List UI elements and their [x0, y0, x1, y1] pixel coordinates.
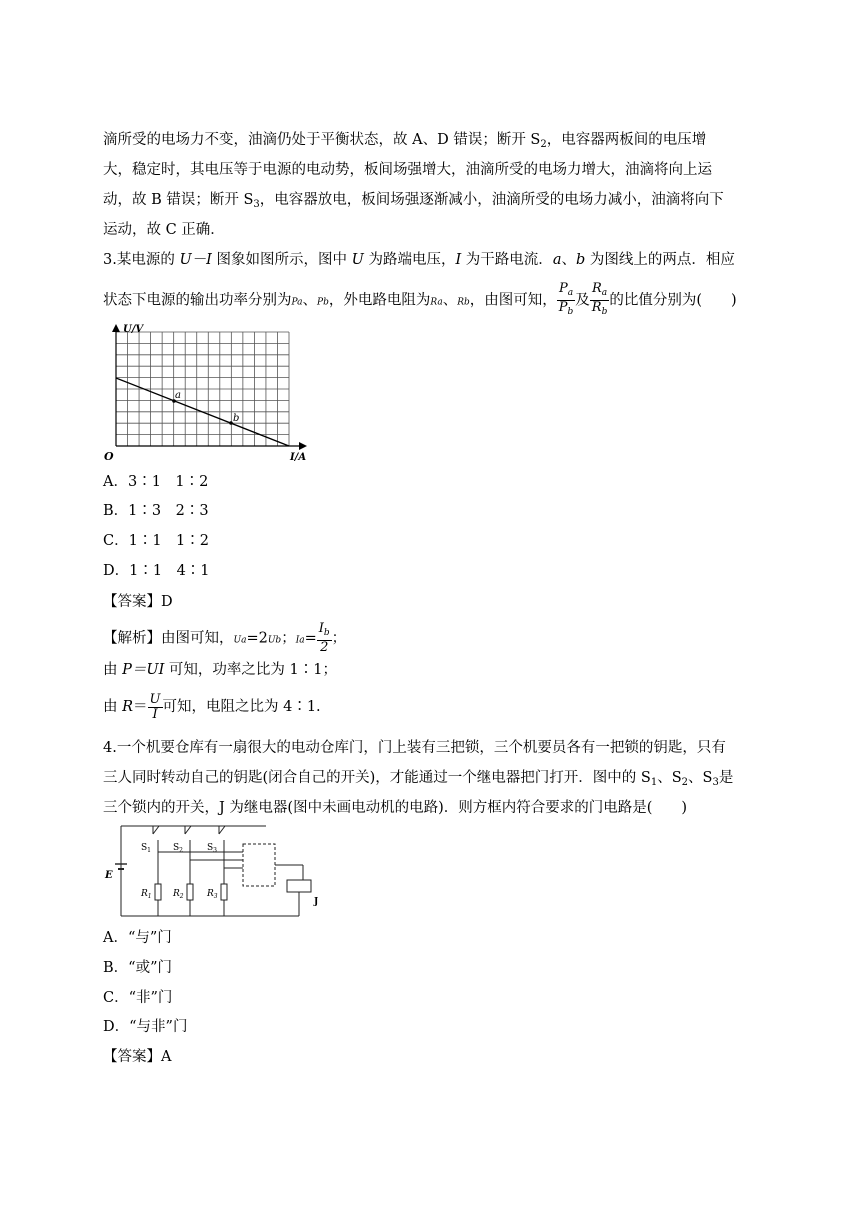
q3-stem-line-2 [103, 282, 737, 320]
r3-label: $R_3$ [207, 889, 218, 900]
text: 图象如图所示，图中 [211, 252, 352, 268]
formula: U－I [179, 252, 212, 268]
q4-stem-line-3: 三个锁内的开关，J 为继电器(图中未画电动机的电路)．则方框内符合要求的门电路是( ) [103, 800, 688, 816]
text: 是 [718, 770, 734, 786]
text: = [304, 630, 317, 647]
formula: P＝UI [122, 662, 165, 678]
text: 为路端电压， [363, 252, 456, 268]
point-a-label: a [175, 390, 181, 401]
q3-analysis-line-1 [103, 622, 346, 656]
answer-label: 【答案】 [103, 594, 161, 610]
symbol: Rb [457, 297, 470, 308]
text: 的比值分别为( ) [609, 292, 737, 309]
s3-label: $S_3$ [207, 843, 217, 854]
text: 、 [442, 292, 458, 309]
q3-option-c: C．1∶1 1∶2 [103, 533, 209, 549]
symbol: a [552, 252, 562, 268]
symbol: Ub [267, 635, 282, 646]
symbol: Pb [317, 297, 329, 308]
q4-option-c: C．“非”门 [103, 990, 173, 1006]
y-axis-arrow [112, 324, 120, 332]
text: 动，故 B 错误；断开 S [103, 192, 254, 208]
resistor-r3 [221, 884, 227, 900]
q3-analysis-line-2 [103, 660, 337, 680]
s1-label: $S_1$ [141, 843, 151, 854]
text: ； [281, 630, 296, 647]
origin-label: O [104, 450, 114, 462]
text: ，电容器两板间的电压增 [546, 132, 707, 148]
x-axis-arrow [299, 442, 307, 450]
fraction-pa-pb: $\frac{P_a}{P_b}$ [558, 281, 574, 317]
switch-s1 [153, 826, 159, 834]
text: 3.某电源的 [103, 252, 180, 268]
q3-option-d: D．1∶1 4∶1 [103, 563, 210, 579]
q3-option-a: A．3∶1 1∶2 [103, 474, 209, 490]
x-axis-label: I/A [290, 452, 307, 462]
y-axis-label: U/V [123, 324, 144, 335]
fraction-ib-2: $\frac{I_b}{2}$ [318, 621, 330, 655]
gate-box [243, 844, 275, 886]
resistor-r2 [187, 884, 193, 900]
symbol: I [455, 252, 462, 268]
explanation-line-2: 大，稳定时，其电压等于电源的电动势，板间场强增大，油滴所受的电场力增大，油滴将向上运 [103, 162, 712, 178]
symbol: Ua [233, 635, 247, 646]
r2-label: $R_2$ [173, 889, 184, 900]
text: ； [331, 630, 347, 647]
symbol: U [351, 252, 364, 268]
text: 、S [657, 770, 682, 786]
q3-stem-line-1 [103, 250, 735, 270]
q3-analysis-line-3 [103, 690, 321, 724]
r1-label: $R_1$ [141, 889, 152, 900]
q4-option-b: B．“或”门 [103, 960, 172, 976]
battery-label: E [105, 870, 113, 881]
fraction-ra-rb: $\frac{R_a}{R_b}$ [591, 281, 608, 317]
relay-circuit [103, 820, 328, 920]
text: 、S [688, 770, 713, 786]
answer-value: A [161, 1049, 172, 1065]
text: ，外电路电阻为 [328, 292, 431, 309]
text: 为干路电流． [461, 252, 553, 268]
analysis-label: 【解析】 [103, 630, 161, 647]
q4-stem-line-1: 4.一个机要仓库有一扇很大的电动仓库门，门上装有三把锁，三个机要员各有一把锁的钥匙，只有 [103, 740, 726, 756]
text: 可知，功率之比为 1∶1； [164, 662, 337, 678]
text: 、 [561, 252, 576, 268]
answer-label: 【答案】 [103, 1049, 161, 1065]
text: 、 [302, 292, 318, 309]
symbol: Ra [430, 297, 443, 308]
q4-stem-line-2 [103, 768, 733, 793]
q4-option-a: A．“与”门 [103, 930, 172, 946]
point-b-label: b [233, 413, 240, 424]
text: 可知，电阻之比为 4∶1. [162, 699, 321, 715]
q3-answer [103, 592, 173, 612]
subscript: 3 [253, 199, 260, 210]
q4-answer [103, 1047, 171, 1067]
text: 由图可知， [161, 630, 234, 647]
subscript: 1 [650, 777, 658, 788]
symbol: R [122, 699, 134, 715]
relay-label: J [314, 897, 319, 907]
q4-option-d: D．“与非”门 [103, 1019, 188, 1035]
subscript: 2 [540, 139, 547, 150]
text: 及 [575, 292, 590, 309]
explanation-line-4: 运动，故 C 正确． [103, 222, 225, 238]
text: ，由图可知， [469, 292, 557, 309]
text: 滴所受的电场力不变，油滴仍处于平衡状态，故 A、D 错误；断开 S [103, 132, 541, 148]
symbol: Ia [295, 635, 305, 646]
explanation-line-1 [103, 130, 706, 155]
symbol: Pa [291, 297, 303, 308]
text: =2 [246, 630, 268, 647]
s2-label: $S_2$ [173, 843, 183, 854]
text: 由 [103, 699, 123, 715]
text: 由 [103, 662, 123, 678]
relay-coil [287, 880, 311, 892]
text: 三人同时转动自己的钥匙(闭合自己的开关)，才能通过一个继电器把门打开．图中的 S [103, 770, 651, 786]
fraction-u-i: $\frac{U}{I}$ [149, 691, 161, 722]
text: ，电容器放电，板间场强逐渐减小，油滴所受的电场力减小，油滴将向下 [259, 192, 724, 208]
text: 为图线上的两点．相应 [585, 252, 735, 268]
symbol: b [575, 252, 586, 268]
ui-graph [103, 320, 313, 462]
text: 状态下电源的输出功率分别为 [103, 292, 292, 309]
resistor-r1 [155, 884, 161, 900]
q3-option-b: B．1∶3 2∶3 [103, 503, 209, 519]
explanation-line-3 [103, 190, 724, 215]
switch-s2 [185, 826, 191, 834]
answer-value: D [161, 594, 173, 610]
subscript: 3 [712, 777, 719, 788]
subscript: 2 [681, 777, 689, 788]
text: ＝ [133, 699, 148, 715]
switch-s3 [219, 826, 225, 834]
